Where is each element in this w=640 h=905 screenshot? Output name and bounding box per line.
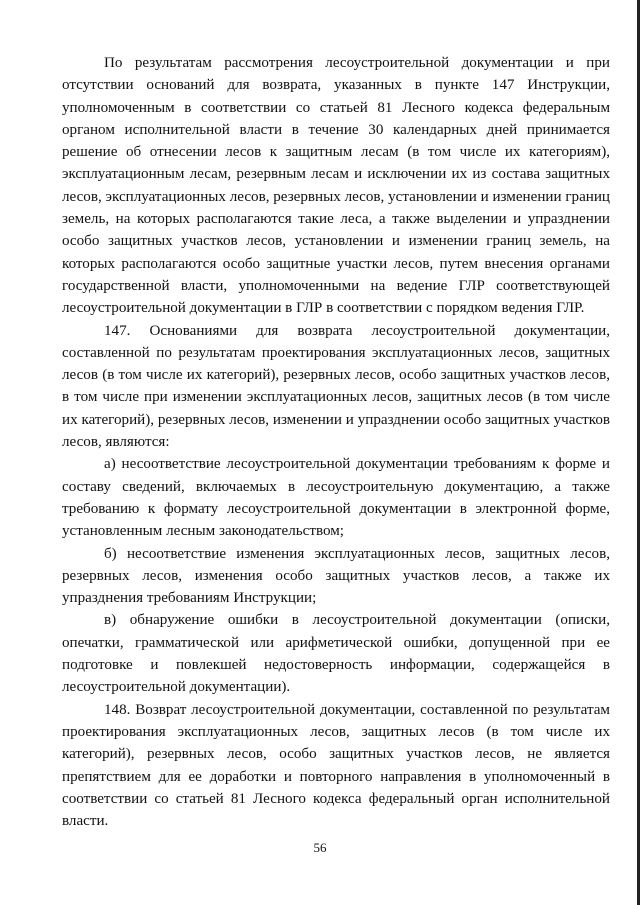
paragraph-148: 148. Возврат лесоустроительной документации, составленной по результатам проектирования эксплуатационных лесов, защитных лесов (в том числе их категорий), резервных лесов, особо защитных участков лесов, не является препятствием для ее доработки и повторного направления в уполномоченный в соответствии со статьей 81 Лесного кодекса федеральный орган исполнительной власти. bbox=[62, 701, 610, 830]
document-body bbox=[62, 52, 610, 832]
paragraph-147: 147. Основаниями для возврата лесоустроительной документации, составленной по результатам проектирования эксплуатационных лесов, защитных лесов (в том числе их категорий), резервных лесов, особо защитных участков лесов, в том числе при изменении эксплуатационных лесов, защитных лесов (в том числе их категорий), резервных лесов, изменении и упразднении особо защитных участков лесов, являются: bbox=[62, 322, 610, 451]
paragraph-147-v: в) обнаружение ошибки в лесоустроительной документации (описки, опечатки, грамматической или арифметической ошибки, допущенной при ее подготовке и повлекшей недостоверность информации, содержащейся в лесоустроительной документации). bbox=[62, 612, 610, 696]
paragraph-review-results: По результатам рассмотрения лесоустроительной документации и при отсутствии оснований для возврата, указанных в пункте 147 Инструкции, уполномоченным в соответствии со статьей 81 Лесного кодекса федеральным органом исполнительной власти в течение 30 календарных дней принимается решение об отнесении лесов к защитным лесам (в том числе их категориям), эксплуатационным лесам, резервным лесам и исключении их из состава защитных лесов, эксплуатационных лесов, резервных лесов, установлении и изменении границ земель, на которых располагаются такие леса, а также выделении и упразднении особо защитных участков лесов, установлении и изменении границ земель, на которых располагаются особо защитные участки лесов, путем внесения органами государственной власти, уполномоченными на ведение ГЛР соответствующей лесоустроительной документации в ГЛР в соответствии с порядком ведения ГЛР. bbox=[62, 55, 610, 317]
paragraph-147-b: б) несоответствие изменения эксплуатационных лесов, защитных лесов, резервных лесов, изменения особо защитных участков лесов, а также их упразднения требованиям Инструкции; bbox=[62, 545, 610, 607]
page-number: 56 bbox=[313, 840, 327, 855]
paragraph-147-a: а) несоответствие лесоустроительной документации требованиям к форме и составу сведений, включаемых в лесоустроительную документацию, а также требованию к формату лесоустроительной документации в электронной форме, установленным лесным законодательством; bbox=[62, 456, 610, 540]
